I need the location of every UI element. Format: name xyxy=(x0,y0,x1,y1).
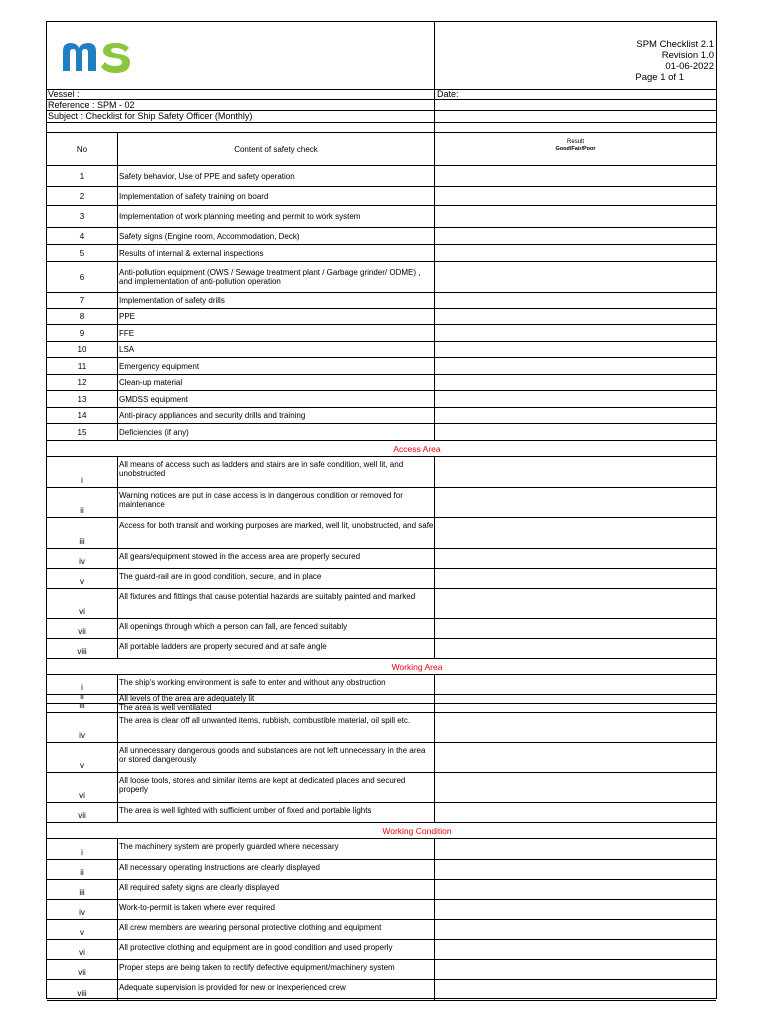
document-info xyxy=(635,39,714,83)
result-cell[interactable] xyxy=(435,839,716,859)
item-no: vii xyxy=(47,619,118,638)
item-no: 10 xyxy=(47,342,118,357)
item-content xyxy=(118,743,435,772)
result-cell[interactable] xyxy=(435,900,716,919)
company-logo xyxy=(61,37,157,73)
item-no: i xyxy=(47,457,118,487)
item-text: Warning notices are put in case access is in dangerous condition or removed for maintenance xyxy=(119,491,403,509)
item-no: 14 xyxy=(47,408,118,423)
table-row xyxy=(47,375,716,391)
table-row xyxy=(47,940,716,960)
checklist-sheet xyxy=(46,21,717,999)
item-text: Emergency equipment xyxy=(119,361,200,371)
item-content xyxy=(118,187,435,205)
item-content xyxy=(118,713,435,742)
result-cell[interactable] xyxy=(435,940,716,959)
table-row xyxy=(47,960,716,980)
result-cell[interactable] xyxy=(435,713,716,742)
item-text: The area is clear off all unwanted items, rubbish, combustible material, oil spill etc. xyxy=(119,716,411,725)
item-content xyxy=(118,860,435,879)
item-text: The ship's working environment is safe to enter and without any obstruction xyxy=(119,678,386,687)
item-no: viii xyxy=(47,980,118,1000)
item-no: ii xyxy=(47,695,118,703)
result-cell[interactable] xyxy=(435,743,716,772)
col-result-scale: Good/Fair/Poor xyxy=(555,146,596,152)
result-cell[interactable] xyxy=(435,549,716,568)
result-cell[interactable] xyxy=(435,245,716,261)
item-content xyxy=(118,457,435,487)
table-row xyxy=(47,391,716,408)
item-content xyxy=(118,245,435,261)
doc-code: SPM Checklist 2.1 xyxy=(636,39,714,50)
item-content xyxy=(118,262,435,292)
item-no: iv xyxy=(47,549,118,568)
result-cell[interactable] xyxy=(435,920,716,939)
item-content xyxy=(118,309,435,324)
table-row xyxy=(47,342,716,358)
table-row xyxy=(47,743,716,773)
item-text: Access for both transit and working purposes are marked, well lit, unobstructed, and safe xyxy=(119,521,434,530)
item-text: All crew members are wearing personal protective clothing and equipment xyxy=(119,923,382,932)
item-content xyxy=(118,518,435,548)
item-text: All portable ladders are properly secured and at safe angle xyxy=(119,642,327,651)
result-cell[interactable] xyxy=(435,860,716,879)
item-text: All loose tools, stores and similar items are kept at dedicated places and secured properly xyxy=(119,776,406,794)
result-cell[interactable] xyxy=(435,391,716,407)
item-content xyxy=(118,391,435,407)
item-no: v xyxy=(47,743,118,772)
table-row xyxy=(47,325,716,342)
item-no: iii xyxy=(47,704,118,712)
table-row xyxy=(47,589,716,619)
result-cell[interactable] xyxy=(435,675,716,694)
result-cell[interactable] xyxy=(435,980,716,1000)
table-row xyxy=(47,262,716,293)
result-cell[interactable] xyxy=(435,293,716,308)
doc-date: 01-06-2022 xyxy=(665,61,714,72)
item-text: All fixtures and fittings that cause potential hazards are suitably painted and marked xyxy=(119,592,416,601)
item-no: 3 xyxy=(47,206,118,227)
item-content xyxy=(118,940,435,959)
item-text: The guard-rail are in good condition, secure, and in place xyxy=(119,572,322,581)
table-row xyxy=(47,166,716,187)
item-no: 5 xyxy=(47,245,118,261)
result-cell[interactable] xyxy=(435,206,716,227)
item-content xyxy=(118,408,435,423)
table-row xyxy=(47,569,716,589)
table-row xyxy=(47,619,716,639)
item-content xyxy=(118,880,435,899)
section-no-cell xyxy=(47,441,118,456)
table-row xyxy=(47,358,716,375)
col-content-header xyxy=(118,133,435,165)
table-row xyxy=(47,309,716,325)
item-text: All gears/equipment stowed in the access area are properly secured xyxy=(119,552,361,561)
item-no: 13 xyxy=(47,391,118,407)
item-content xyxy=(118,839,435,859)
item-text: All required safety signs are clearly displayed xyxy=(119,883,280,892)
item-no: i xyxy=(47,839,118,859)
table-row xyxy=(47,228,716,245)
doc-revision: Revision 1.0 xyxy=(661,50,714,61)
item-text: All openings through which a person can fall, are fenced suitably xyxy=(119,622,348,631)
item-content xyxy=(118,980,435,1000)
item-no: vi xyxy=(47,589,118,618)
item-text: Implementation of work planning meeting and permit to work system xyxy=(119,212,361,221)
item-text: LSA xyxy=(119,345,135,354)
item-no: vii xyxy=(47,960,118,979)
reference-text: Reference : SPM - 02 xyxy=(48,100,135,110)
table-row xyxy=(47,187,716,206)
result-cell[interactable] xyxy=(435,803,716,822)
table-row xyxy=(47,839,716,860)
item-content xyxy=(118,704,435,712)
subject-row xyxy=(47,111,716,123)
item-text: All necessary operating instructions are clearly displayed xyxy=(119,863,320,872)
result-cell[interactable] xyxy=(435,569,716,588)
item-text: Results of internal & external inspections xyxy=(119,248,264,258)
table-row xyxy=(47,773,716,803)
table-row xyxy=(47,245,716,262)
table-row xyxy=(47,860,716,880)
item-content xyxy=(118,695,435,703)
item-no: 1 xyxy=(47,166,118,186)
item-text: Safety signs (Engine room, Accommodation, Deck) xyxy=(119,231,300,241)
table-row xyxy=(47,675,716,695)
section-title: Working Area xyxy=(391,661,443,672)
section-header-row xyxy=(47,659,716,675)
item-content xyxy=(118,375,435,390)
item-text: The area is well lighted with sufficient umber of fixed and portable lights xyxy=(119,806,372,815)
item-no: 4 xyxy=(47,228,118,244)
item-no: i xyxy=(47,675,118,694)
item-content xyxy=(118,675,435,694)
table-row xyxy=(47,704,716,713)
result-cell[interactable] xyxy=(435,166,716,186)
result-cell[interactable] xyxy=(435,457,716,487)
item-no: 11 xyxy=(47,358,118,374)
item-content xyxy=(118,960,435,979)
item-content xyxy=(118,424,435,440)
item-no: 12 xyxy=(47,375,118,390)
table-row xyxy=(47,408,716,424)
result-cell[interactable] xyxy=(435,880,716,899)
item-text: Proper steps are being taken to rectify defective equipment/machinery system xyxy=(119,963,395,972)
result-cell[interactable] xyxy=(435,309,716,324)
document-header xyxy=(47,22,716,90)
result-cell[interactable] xyxy=(435,187,716,205)
result-cell[interactable] xyxy=(435,408,716,423)
item-text: All protective clothing and equipment are in good condition and used properly xyxy=(119,943,393,952)
result-cell[interactable] xyxy=(435,518,716,548)
result-cell[interactable] xyxy=(435,325,716,341)
item-text: All levels of the area are adequately lit xyxy=(119,695,255,703)
item-text: Implementation of safety training on board xyxy=(119,191,269,201)
item-no: 9 xyxy=(47,325,118,341)
item-no: vi xyxy=(47,773,118,802)
item-content xyxy=(118,342,435,357)
item-text: GMDSS equipment xyxy=(119,394,188,404)
item-content xyxy=(118,293,435,308)
item-no: v xyxy=(47,569,118,588)
item-no: 7 xyxy=(47,293,118,308)
section-title: Access Area xyxy=(393,443,441,454)
table-row xyxy=(47,880,716,900)
result-cell[interactable] xyxy=(435,619,716,638)
result-cell[interactable] xyxy=(435,342,716,357)
item-no: iii xyxy=(47,518,118,548)
item-text: Safety behavior, Use of PPE and safety operation xyxy=(119,171,295,181)
vessel-row xyxy=(47,89,716,100)
item-text: Clean-up material xyxy=(119,378,183,387)
table-row xyxy=(47,900,716,920)
item-no: 2 xyxy=(47,187,118,205)
item-no: iii xyxy=(47,880,118,899)
item-text: Deficiencies (if any) xyxy=(119,427,189,437)
result-cell[interactable] xyxy=(435,704,716,712)
item-content xyxy=(118,549,435,568)
item-content xyxy=(118,589,435,618)
item-content xyxy=(118,325,435,341)
table-row xyxy=(47,488,716,518)
spacer-row xyxy=(47,123,716,133)
table-row xyxy=(47,549,716,569)
result-cell[interactable] xyxy=(435,424,716,440)
doc-page: Page 1 of 1 xyxy=(635,72,684,83)
item-content xyxy=(118,803,435,822)
result-cell[interactable] xyxy=(435,358,716,374)
result-cell[interactable] xyxy=(435,488,716,517)
table-row xyxy=(47,639,716,659)
item-content xyxy=(118,206,435,227)
table-row xyxy=(47,713,716,743)
item-text: The area is well ventilated xyxy=(119,704,212,712)
section-header-row xyxy=(47,823,716,839)
table-row xyxy=(47,695,716,704)
table-row xyxy=(47,293,716,309)
section-header-row xyxy=(47,441,716,457)
result-cell[interactable] xyxy=(435,262,716,292)
item-no: vi xyxy=(47,940,118,959)
table-row xyxy=(47,457,716,488)
result-cell[interactable] xyxy=(435,375,716,390)
item-text: Work-to-permit is taken where ever required xyxy=(119,903,275,912)
table-row xyxy=(47,920,716,940)
reference-row xyxy=(47,100,716,111)
item-no: ii xyxy=(47,860,118,879)
table-row xyxy=(47,803,716,823)
item-text: All unnecessary dangerous goods and substances are not left unnecessary in the area or stored dangerously xyxy=(119,746,426,764)
col-no-header: No xyxy=(47,133,118,165)
col-content-label: Content of safety check xyxy=(234,144,318,154)
section-no-cell xyxy=(47,659,118,674)
item-content xyxy=(118,900,435,919)
col-result-header xyxy=(435,133,716,165)
section-no-cell xyxy=(47,823,118,838)
result-cell[interactable] xyxy=(435,960,716,979)
item-text: Adequate supervision is provided for new or inexperienced crew xyxy=(119,983,346,992)
item-text: The machinery system are properly guarded where necessary xyxy=(119,842,339,851)
item-text: All means of access such as ladders and stairs are in safe condition, well lit, and unobstructed xyxy=(119,460,404,478)
item-content xyxy=(118,228,435,244)
item-no: 6 xyxy=(47,262,118,292)
item-no: v xyxy=(47,920,118,939)
item-content xyxy=(118,920,435,939)
result-cell[interactable] xyxy=(435,228,716,244)
item-text: PPE xyxy=(119,312,136,321)
item-content xyxy=(118,639,435,658)
item-no: vii xyxy=(47,803,118,822)
table-row xyxy=(47,206,716,228)
table-row xyxy=(47,980,716,1001)
item-no: 8 xyxy=(47,309,118,324)
date-label: Date: xyxy=(437,89,459,99)
item-no: 15 xyxy=(47,424,118,440)
subject-text: Subject : Checklist for Ship Safety Officer (Monthly) xyxy=(48,111,253,121)
item-content xyxy=(118,619,435,638)
item-content xyxy=(118,773,435,802)
item-no: viii xyxy=(47,639,118,658)
table-header xyxy=(47,133,716,166)
item-no: iv xyxy=(47,713,118,742)
result-cell[interactable] xyxy=(435,773,716,802)
result-cell[interactable] xyxy=(435,695,716,703)
item-content xyxy=(118,488,435,517)
item-text: Anti-pollution equipment (OWS / Sewage treatment plant / Garbage grinder/ ODME) , and implementation of anti-pollution operation xyxy=(119,268,421,286)
vessel-label: Vessel : xyxy=(48,89,80,99)
item-no: iv xyxy=(47,900,118,919)
result-cell[interactable] xyxy=(435,639,716,658)
item-text: Anti-piracy appliances and security drills and training xyxy=(119,411,306,420)
item-text: FFE xyxy=(119,328,135,338)
item-content xyxy=(118,569,435,588)
result-cell[interactable] xyxy=(435,589,716,618)
table-row xyxy=(47,424,716,441)
section-title: Working Condition xyxy=(382,825,452,836)
item-text: Implementation of safety drills xyxy=(119,296,225,305)
item-content xyxy=(118,358,435,374)
table-row xyxy=(47,518,716,549)
item-no: ii xyxy=(47,488,118,517)
col-result-label: Result xyxy=(566,139,584,145)
item-content xyxy=(118,166,435,186)
